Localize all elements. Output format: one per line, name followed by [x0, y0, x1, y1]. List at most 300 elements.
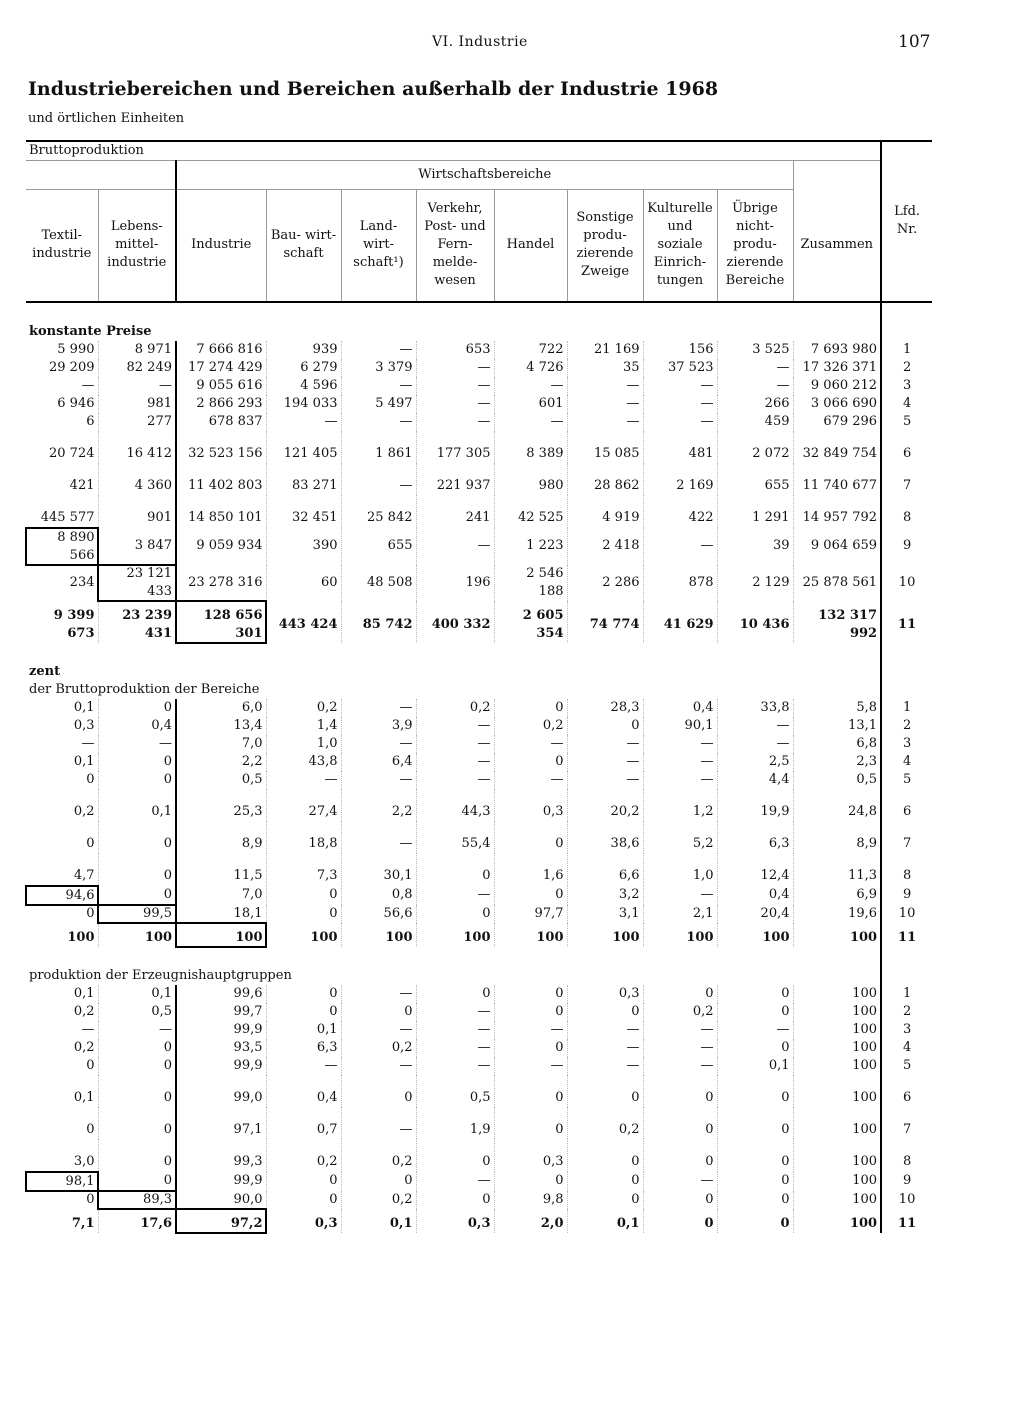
table-cell: 0 [494, 1172, 567, 1191]
table-cell: 38,6 [567, 821, 643, 853]
table-cell: 0 [567, 1075, 643, 1107]
table-cell: — [341, 413, 416, 431]
table-cell: 6 946 [57, 395, 95, 411]
table-cell: 6 279 [266, 359, 341, 377]
table-cell: 2,2 [176, 753, 266, 771]
table-cell: 32 523 156 [176, 431, 266, 463]
table-cell: 4 596 [266, 377, 341, 395]
table-cell: 6,6 [567, 853, 643, 886]
table-cell: — [341, 985, 416, 1003]
table-cell: 0 [643, 1075, 717, 1107]
table-cell: 0,5 [98, 1003, 176, 1021]
table-cell: 981 [98, 395, 176, 413]
table-cell: — [416, 395, 494, 413]
table-cell: 0 [98, 886, 176, 905]
table-cell: 74 774 [567, 601, 643, 643]
table-cell: — [341, 341, 416, 359]
table-cell: 6,3 [717, 821, 793, 853]
table-cell: 20,2 [567, 789, 643, 821]
table-cell: 0 [643, 1107, 717, 1139]
table-cell: 679 296 [793, 413, 881, 431]
table-cell: 678 837 [176, 413, 266, 431]
table-cell: 6,0 [176, 699, 266, 717]
table-cell: 100 [643, 923, 717, 947]
table-cell: 32 451 [266, 495, 341, 528]
table-cell: 83 271 [266, 463, 341, 495]
table-cell: 6,4 [341, 753, 416, 771]
table-cell: 0 [341, 1003, 416, 1021]
table-cell: 7,0 [176, 735, 266, 753]
table-cell: 0 [567, 717, 643, 735]
section-label: produktion der Erzeugnishauptgruppen [29, 967, 292, 983]
table-cell: 3,2 [567, 886, 643, 905]
table-cell: 100 [793, 1172, 881, 1191]
table-cell: 0 [266, 985, 341, 1003]
table-row [26, 771, 932, 789]
table-cell: 60 [266, 565, 341, 601]
table-cell: 9 060 212 [793, 377, 881, 395]
table-cell: 2,3 [793, 753, 881, 771]
table-cell: 2 286 [567, 565, 643, 601]
table-cell: 93,5 [176, 1039, 266, 1057]
table-cell: — [717, 377, 793, 395]
col-verkehr: Verkehr, Post- und Fern- melde- wesen [416, 190, 494, 302]
table-cell: 2 866 293 [176, 395, 266, 413]
table-cell: — [643, 395, 717, 413]
table-cell: — [416, 413, 494, 431]
table-cell: 14 850 101 [176, 495, 266, 528]
table-row [26, 341, 932, 359]
table-cell: 3 847 [98, 528, 176, 565]
table-cell: 601 [494, 395, 567, 413]
table-cell: 7,1 [71, 1215, 95, 1231]
table-row [26, 1107, 932, 1139]
table-cell: 980 [494, 463, 567, 495]
table-cell: 8 890 566 [26, 528, 98, 565]
table-cell: 0,1 [266, 1021, 341, 1039]
table-cell: — [643, 1039, 717, 1057]
table-cell: 0,3 [494, 789, 567, 821]
table-cell: 0 [98, 1075, 176, 1107]
table-cell: 0 [98, 1139, 176, 1172]
table-cell: 390 [266, 528, 341, 565]
table-cell: 0,4 [717, 886, 793, 905]
table-cell: 0 [98, 1057, 176, 1075]
table-cell: 100 [793, 1021, 881, 1039]
table-cell: — [643, 886, 717, 905]
table-cell: 0 [567, 1139, 643, 1172]
table-cell: 422 [643, 495, 717, 528]
table-cell: 0,2 [341, 1039, 416, 1057]
table-row [26, 1039, 932, 1057]
table-cell: 0 [98, 853, 176, 886]
table-cell: 0,8 [341, 886, 416, 905]
col-bau: Bau- wirt- schaft [266, 190, 341, 302]
table-cell: 97,7 [494, 905, 567, 923]
table-cell: 655 [717, 463, 793, 495]
table-cell: 100 [793, 985, 881, 1003]
table-cell: 21 169 [567, 341, 643, 359]
table-cell: 100 [793, 1191, 881, 1209]
table-cell: 194 033 [266, 395, 341, 413]
table-cell: 48 508 [341, 565, 416, 601]
row-number: 9 [881, 528, 932, 565]
table-cell: 6,9 [793, 886, 881, 905]
table-cell: — [643, 1057, 717, 1075]
table-cell: — [416, 771, 494, 789]
row-number: 6 [881, 1075, 932, 1107]
table-cell: 98,1 [26, 1172, 98, 1191]
table-cell: 100 [793, 923, 881, 947]
table-row [26, 528, 932, 565]
table-cell: — [341, 1021, 416, 1039]
col-industrie: Industrie [176, 190, 266, 302]
table-body [26, 302, 932, 1233]
section-label-row [26, 302, 932, 341]
table-row [26, 985, 932, 1003]
table-row [26, 1057, 932, 1075]
row-number: 2 [881, 717, 932, 735]
table-cell: 0,1 [717, 1057, 793, 1075]
table-cell: — [416, 1172, 494, 1191]
table-cell: 11,3 [793, 853, 881, 886]
table-cell: 7,0 [176, 886, 266, 905]
table-cell: 100 [98, 923, 176, 947]
table-cell: 100 [717, 923, 793, 947]
table-cell: 5,8 [793, 699, 881, 717]
table-cell: 0 [416, 905, 494, 923]
table-cell: 0 [266, 1191, 341, 1209]
table-cell: 13,1 [793, 717, 881, 735]
table-cell: 16 412 [98, 431, 176, 463]
table-cell: 3 066 690 [793, 395, 881, 413]
table-cell: 20,4 [717, 905, 793, 923]
table-cell: 1,2 [643, 789, 717, 821]
table-cell: — [341, 821, 416, 853]
row-number: 5 [881, 413, 932, 431]
table-cell: — [494, 771, 567, 789]
table-cell: — [266, 771, 341, 789]
table-cell: 100 [266, 923, 341, 947]
table-cell: 100 [793, 1003, 881, 1021]
table-cell: 44,3 [416, 789, 494, 821]
table-cell: 99,6 [176, 985, 266, 1003]
table-cell: 0 [717, 1172, 793, 1191]
table-cell: 0 [86, 905, 95, 921]
row-number: 3 [881, 735, 932, 753]
table-cell: 0 [494, 886, 567, 905]
table-cell: 0 [266, 886, 341, 905]
table-cell: 0,3 [416, 1209, 494, 1233]
table-cell: — [567, 1021, 643, 1039]
table-cell: 6 [86, 413, 95, 429]
table-row [26, 601, 932, 643]
table-cell: — [567, 753, 643, 771]
table-cell: 443 424 [266, 601, 341, 643]
table-cell: 0 [494, 1003, 567, 1021]
row-number: 6 [881, 431, 932, 463]
table-cell: 33,8 [717, 699, 793, 717]
table-cell: 23 239 431 [98, 601, 176, 643]
table-cell: 0 [717, 1107, 793, 1139]
table-row [26, 789, 932, 821]
table-cell: 4,7 [26, 853, 98, 886]
table-cell: 196 [416, 565, 494, 601]
table-row [26, 413, 932, 431]
table-cell: — [416, 886, 494, 905]
table-cell: 99,0 [176, 1075, 266, 1107]
table-cell: 28,3 [567, 699, 643, 717]
table-cell: 94,6 [26, 886, 98, 905]
table-cell: 0 [494, 1075, 567, 1107]
table-cell: 2 546 188 [494, 565, 567, 601]
table-cell: — [81, 377, 95, 393]
table-cell: 35 [567, 359, 643, 377]
table-cell: 39 [717, 528, 793, 565]
table-cell: 25,3 [176, 789, 266, 821]
table-cell: 2,0 [494, 1209, 567, 1233]
table-cell: 100 [793, 1039, 881, 1057]
table-cell: — [643, 735, 717, 753]
table-cell: 0 [643, 985, 717, 1003]
table-cell: — [643, 753, 717, 771]
table-cell: 234 [69, 574, 95, 590]
row-number: 5 [881, 771, 932, 789]
table-row [26, 717, 932, 735]
table-cell: 0,7 [266, 1107, 341, 1139]
table-cell: — [643, 377, 717, 395]
table-cell: — [494, 377, 567, 395]
table-cell: 0 [494, 1039, 567, 1057]
row-number: 4 [881, 395, 932, 413]
table-cell: 89,3 [98, 1191, 176, 1209]
table-cell: — [341, 1107, 416, 1139]
table-cell: 42 525 [494, 495, 567, 528]
col-kulturelle: Kulturelle und soziale Einrich- tungen [643, 190, 717, 302]
table-row [26, 699, 932, 717]
table-cell: 400 332 [416, 601, 494, 643]
top-label: Bruttoproduktion [26, 141, 881, 161]
col-textil: Textil- industrie [32, 228, 92, 262]
table-cell: 459 [717, 413, 793, 431]
table-cell: — [717, 1021, 793, 1039]
table-cell: 0,5 [176, 771, 266, 789]
col-zusammen: Zusammen [793, 190, 881, 302]
table-cell: — [416, 717, 494, 735]
table-cell: 5 497 [341, 395, 416, 413]
table-cell: 97,1 [176, 1107, 266, 1139]
table-cell: 90,1 [643, 717, 717, 735]
table-row [26, 495, 932, 528]
table-cell: 100 [793, 1107, 881, 1139]
table-cell: 2,5 [717, 753, 793, 771]
table-cell: 14 957 792 [793, 495, 881, 528]
table-row [26, 923, 932, 947]
table-cell: 7,3 [266, 853, 341, 886]
table-row [26, 1191, 932, 1209]
table-cell: 0 [98, 1172, 176, 1191]
table-cell: 100 [793, 1057, 881, 1075]
table-cell: — [266, 413, 341, 431]
table-cell: 0 [717, 1075, 793, 1107]
table-cell: 1 861 [341, 431, 416, 463]
row-number: 8 [881, 495, 932, 528]
table-cell: 3,1 [567, 905, 643, 923]
table-cell: — [341, 771, 416, 789]
table-cell: 481 [643, 431, 717, 463]
table-cell: 100 [494, 923, 567, 947]
table-cell: 0,3 [494, 1139, 567, 1172]
table-row [26, 1209, 932, 1233]
table-cell: 0,1 [98, 789, 176, 821]
table-cell: 41 629 [643, 601, 717, 643]
table-cell: — [643, 1021, 717, 1039]
statistics-table-container [26, 140, 936, 1233]
table-cell: 0 [494, 699, 567, 717]
table-cell: — [567, 395, 643, 413]
table-cell: 24,8 [793, 789, 881, 821]
table-cell: — [416, 753, 494, 771]
table-cell: — [643, 771, 717, 789]
table-cell: — [81, 1021, 95, 1037]
table-cell: 0 [416, 1191, 494, 1209]
row-number: 2 [881, 1003, 932, 1021]
table-cell: 37 523 [643, 359, 717, 377]
table-cell: 8,9 [793, 821, 881, 853]
table-cell: 99,9 [176, 1172, 266, 1191]
table-cell: 9,8 [494, 1191, 567, 1209]
table-cell: 128 656 301 [176, 601, 266, 643]
table-row [26, 359, 932, 377]
table-cell: 1 223 [494, 528, 567, 565]
table-cell: 0,1 [73, 985, 95, 1001]
table-cell: 4,4 [717, 771, 793, 789]
row-number: 1 [881, 699, 932, 717]
table-cell: 100 [416, 923, 494, 947]
running-head: VI. Industrie [432, 34, 528, 50]
table-cell: 1,0 [643, 853, 717, 886]
table-cell: 0,3 [567, 985, 643, 1003]
table-cell: 722 [494, 341, 567, 359]
table-row [26, 1021, 932, 1039]
table-cell: 15 085 [567, 431, 643, 463]
table-cell: 0 [98, 1039, 176, 1057]
table-cell: 2 072 [717, 431, 793, 463]
table-cell: 4 919 [567, 495, 643, 528]
table-cell: 1,9 [416, 1107, 494, 1139]
table-cell: — [717, 717, 793, 735]
page-title: Industriebereichen und Bereichen außerhalb der Industrie 1968 [28, 78, 719, 100]
table-cell: 11 402 803 [176, 463, 266, 495]
table-row [26, 431, 932, 463]
row-number: 1 [881, 341, 932, 359]
table-cell: 0,1 [73, 699, 95, 715]
table-cell: 17 326 371 [793, 359, 881, 377]
table-cell: — [643, 528, 717, 565]
table-cell: 0,2 [567, 1107, 643, 1139]
table-cell: 421 [69, 477, 95, 493]
table-cell: 23 278 316 [176, 565, 266, 601]
table-cell: — [416, 1003, 494, 1021]
table-cell: 9 059 934 [176, 528, 266, 565]
row-number: 10 [881, 1191, 932, 1209]
table-cell: 2 169 [643, 463, 717, 495]
table-cell: 445 577 [26, 495, 98, 528]
table-cell: 28 862 [567, 463, 643, 495]
table-cell: 19,6 [793, 905, 881, 923]
row-number: 3 [881, 377, 932, 395]
table-cell: 0,2 [494, 717, 567, 735]
table-cell: 0 [643, 1191, 717, 1209]
table-cell: 1,4 [266, 717, 341, 735]
row-number: 10 [881, 565, 932, 601]
table-cell: 0,4 [266, 1075, 341, 1107]
table-cell: 0,1 [98, 985, 176, 1003]
table-cell: 277 [98, 413, 176, 431]
table-cell: 5,2 [643, 821, 717, 853]
table-cell: 121 405 [266, 431, 341, 463]
table-cell: — [341, 463, 416, 495]
table-cell: — [98, 377, 176, 395]
table-cell: 99,7 [176, 1003, 266, 1021]
table-cell: — [416, 735, 494, 753]
table-cell: 0,4 [98, 717, 176, 735]
table-cell: — [81, 735, 95, 751]
table-cell: 266 [717, 395, 793, 413]
table-cell: 0 [494, 821, 567, 853]
table-row [26, 565, 932, 601]
table-cell: — [643, 1172, 717, 1191]
table-cell: 85 742 [341, 601, 416, 643]
table-cell: — [341, 699, 416, 717]
table-cell: 0 [416, 985, 494, 1003]
table-cell: 13,4 [176, 717, 266, 735]
table-cell: 0 [86, 835, 95, 851]
row-number: 7 [881, 463, 932, 495]
group-label: Wirtschaftsbereiche [176, 161, 793, 190]
table-cell: 221 937 [416, 463, 494, 495]
table-cell: 0,2 [266, 699, 341, 717]
table-cell: 30,1 [341, 853, 416, 886]
table-cell: 0 [341, 1172, 416, 1191]
table-cell: 2,2 [341, 789, 416, 821]
table-cell: 100 [793, 1139, 881, 1172]
table-cell: 9 055 616 [176, 377, 266, 395]
table-cell: 2 605 354 [494, 601, 567, 643]
table-row [26, 1139, 932, 1172]
table-cell: — [567, 1057, 643, 1075]
table-cell: — [567, 377, 643, 395]
table-cell: 10 436 [717, 601, 793, 643]
table-cell: 3,0 [26, 1139, 98, 1172]
table-cell: 0 [643, 1139, 717, 1172]
row-number: 8 [881, 1139, 932, 1172]
table-cell: 0,1 [73, 753, 95, 769]
table-row [26, 735, 932, 753]
table-cell: — [494, 735, 567, 753]
table-cell: — [416, 1039, 494, 1057]
table-cell: 939 [266, 341, 341, 359]
table-cell: — [494, 1057, 567, 1075]
table-cell: 25 842 [341, 495, 416, 528]
table-cell: 0,2 [341, 1139, 416, 1172]
col-lfd-nr: Lfd. Nr. [881, 141, 932, 302]
table-cell: 4 360 [98, 463, 176, 495]
col-lebensmittel: Lebens- mittel- industrie [98, 190, 176, 302]
table-row [26, 377, 932, 395]
table-cell: 32 849 754 [793, 431, 881, 463]
table-cell: 100 [793, 1209, 881, 1233]
